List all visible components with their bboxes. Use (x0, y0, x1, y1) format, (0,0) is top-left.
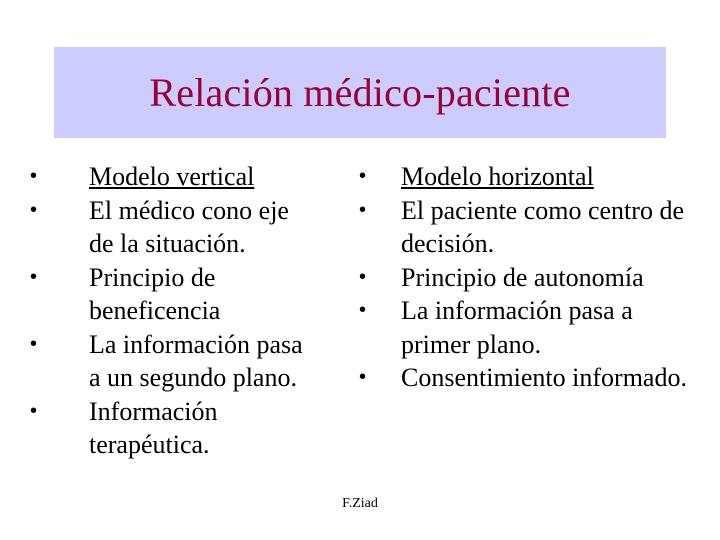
left-item-text: La información pasa a un segundo plano. (89, 329, 303, 392)
right-item-text: Principio de autonomía (401, 262, 644, 292)
bullet-icon: • (30, 165, 38, 187)
bullet-icon: • (30, 332, 38, 355)
list-item (30, 395, 320, 462)
left-heading: Modelo vertical (89, 162, 255, 191)
bullet-icon: • (359, 265, 367, 288)
list-item (30, 328, 320, 395)
list-item (30, 160, 320, 194)
left-column-list (30, 160, 320, 462)
list-item (359, 361, 689, 395)
right-column-list (359, 160, 689, 395)
slide-title: Relación médico-paciente (149, 70, 571, 115)
left-item-text: Información terapéutica. (89, 396, 218, 459)
list-item (359, 160, 689, 194)
bullet-icon: • (30, 399, 38, 422)
right-item-text: Consentimiento informado. (401, 363, 687, 392)
right-item-text: El paciente como centro de decisión. (401, 195, 684, 258)
title-band (54, 47, 666, 138)
list-item (359, 294, 689, 361)
bullet-icon: • (30, 198, 38, 221)
bullet-icon: • (359, 299, 367, 321)
slide-footer: F.Ziad (342, 496, 378, 511)
left-item-text: El médico cono eje de la situación. (89, 195, 289, 258)
bullet-icon: • (30, 265, 38, 288)
list-item (30, 261, 320, 328)
right-heading: Modelo horizontal (401, 162, 594, 191)
list-item (359, 194, 689, 261)
bullet-icon: • (359, 165, 367, 187)
list-item (30, 194, 320, 261)
list-item (359, 261, 689, 295)
right-item-text: La información pasa a primer plano. (401, 296, 633, 359)
left-item-text: Principio de beneficencia (89, 262, 221, 325)
bullet-icon: • (359, 366, 367, 388)
bullet-icon: • (359, 198, 367, 221)
